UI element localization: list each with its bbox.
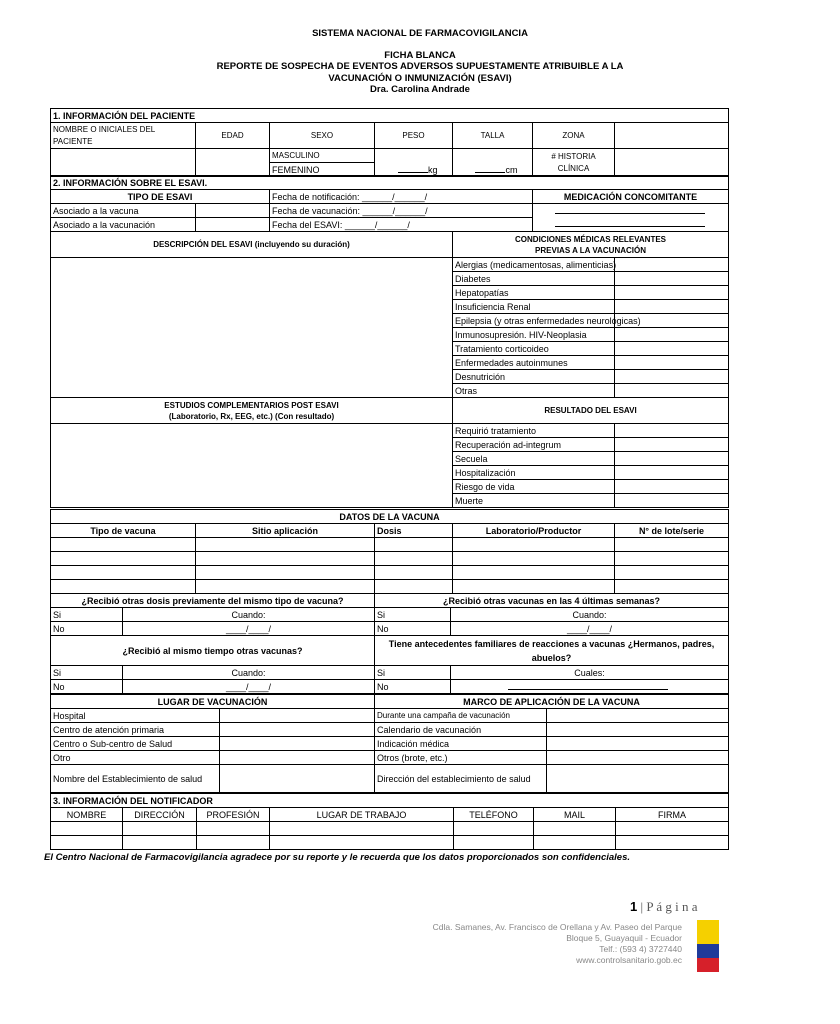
vacuna-cell[interactable] bbox=[375, 566, 453, 580]
col-notif-direccion: DIRECCIÓN bbox=[123, 808, 197, 822]
kg-unit: kg bbox=[427, 165, 438, 175]
edad-field[interactable] bbox=[196, 149, 270, 177]
marco-item: Indicación médica bbox=[375, 737, 547, 751]
resultado-item: Muerte bbox=[453, 494, 615, 508]
notif-cell[interactable] bbox=[534, 822, 616, 836]
col-notif-profesion: PROFESIÓN bbox=[197, 808, 270, 822]
col-notif-firma: FIRMA bbox=[616, 808, 729, 822]
notif-cell[interactable] bbox=[270, 822, 454, 836]
q4-no[interactable]: No bbox=[375, 680, 451, 694]
cond-check[interactable] bbox=[615, 370, 729, 384]
page-number-value: 1 bbox=[630, 899, 638, 914]
marco-item: Durante una campaña de vacunación bbox=[375, 709, 547, 723]
lugar-check[interactable] bbox=[220, 709, 375, 723]
asociado-vacuna: Asociado a la vacuna bbox=[51, 204, 196, 218]
sexo-femenino[interactable]: FEMENINO bbox=[270, 163, 375, 177]
address-line-4: www.controlsanitario.gob.ec bbox=[576, 955, 682, 965]
notif-cell[interactable] bbox=[51, 822, 123, 836]
q1-si[interactable]: Si bbox=[51, 608, 123, 622]
vacuna-cell[interactable] bbox=[196, 566, 375, 580]
notif-cell[interactable] bbox=[616, 836, 729, 850]
q-antecedentes: Tiene antecedentes familiares de reacciones a vacunas ¿Hermanos, padres, abuelos? bbox=[375, 636, 729, 666]
q2-si[interactable]: Si bbox=[375, 608, 451, 622]
marco-item: Calendario de vacunación bbox=[375, 723, 547, 737]
fecha-esavi[interactable]: Fecha del ESAVI: ______/______/ bbox=[270, 218, 533, 232]
cond-item: Alergias (medicamentosas, alimenticias) bbox=[453, 258, 615, 272]
talla-field[interactable] bbox=[453, 149, 533, 177]
resultado-item: Recuperación ad-integrum bbox=[453, 438, 615, 452]
historia-clinica-field[interactable] bbox=[615, 149, 729, 177]
q1-fecha[interactable]: ____/____/ bbox=[123, 622, 375, 636]
esavi-info-table bbox=[50, 175, 729, 508]
resultado-check[interactable] bbox=[615, 480, 729, 494]
address-line-3: Telf.: (593 4) 3727440 bbox=[599, 944, 682, 954]
cm-unit: cm bbox=[505, 165, 518, 175]
asociado-vacuna-check[interactable] bbox=[196, 204, 270, 218]
q4-cuales: Cuales: bbox=[451, 666, 729, 680]
notif-cell[interactable] bbox=[123, 836, 197, 850]
vacuna-cell[interactable] bbox=[375, 538, 453, 552]
address-line-2: Bloque 5, Guayaquil - Ecuador bbox=[566, 933, 682, 943]
q3-fecha[interactable]: ____/____/ bbox=[123, 680, 375, 694]
ecuador-flag-logo bbox=[697, 920, 719, 972]
notif-cell[interactable] bbox=[534, 836, 616, 850]
resultado-check[interactable] bbox=[615, 424, 729, 438]
section2-title: 2. INFORMACIÓN SOBRE EL ESAVI. bbox=[51, 176, 729, 190]
estudios-line-2: (Laboratorio, Rx, EEG, etc.) (Con resultado) bbox=[168, 411, 335, 421]
condiciones-line-2: PREVIAS A LA VACUNACIÓN bbox=[535, 245, 646, 255]
lugar-item: Centro o Sub-centro de Salud bbox=[51, 737, 220, 751]
q2-cuando: Cuando: bbox=[451, 608, 729, 622]
q4-cuales-field[interactable] bbox=[451, 680, 729, 694]
lugar-item: Otro bbox=[51, 751, 220, 765]
page-number bbox=[630, 899, 698, 915]
col-tipo-vacuna: Tipo de vacuna bbox=[51, 524, 196, 538]
resultado-check[interactable] bbox=[615, 438, 729, 452]
page-word: | P á g i n a bbox=[640, 899, 698, 914]
col-notif-nombre: NOMBRE bbox=[51, 808, 123, 822]
vacuna-cell[interactable] bbox=[196, 538, 375, 552]
confidentiality-note: El Centro Nacional de Farmacovigilancia agradece por su reporte y le recuerda que los datos proporcionados son confidenciales. bbox=[44, 852, 630, 863]
location-table bbox=[50, 694, 729, 793]
vacuna-cell[interactable] bbox=[453, 580, 615, 594]
col-edad: EDAD bbox=[196, 123, 270, 149]
notif-cell[interactable] bbox=[51, 836, 123, 850]
q1-no[interactable]: No bbox=[51, 622, 123, 636]
vacuna-cell[interactable] bbox=[51, 552, 196, 566]
resultado-item: Hospitalización bbox=[453, 466, 615, 480]
marco-check[interactable] bbox=[547, 751, 729, 765]
vacuna-cell[interactable] bbox=[615, 566, 729, 580]
col-notif-lugar: LUGAR DE TRABAJO bbox=[270, 808, 454, 822]
condiciones-heading bbox=[453, 232, 729, 258]
cond-item: Epilepsia (y otras enfermedades neurológicas) bbox=[453, 314, 615, 328]
lugar-item: Centro de atención primaria bbox=[51, 723, 220, 737]
notifier-table bbox=[50, 793, 729, 850]
lugar-check[interactable] bbox=[220, 751, 375, 765]
cond-check[interactable] bbox=[615, 258, 729, 272]
section1-title: 1. INFORMACIÓN DEL PACIENTE bbox=[51, 109, 729, 123]
cond-item: Diabetes bbox=[453, 272, 615, 286]
notif-cell[interactable] bbox=[616, 822, 729, 836]
vacuna-cell[interactable] bbox=[453, 566, 615, 580]
cond-check[interactable] bbox=[615, 286, 729, 300]
vacuna-cell[interactable] bbox=[51, 538, 196, 552]
fecha-vacunacion[interactable]: Fecha de vacunación: ______/______/ bbox=[270, 204, 533, 218]
col-laboratorio: Laboratorio/Productor bbox=[453, 524, 615, 538]
col-talla: TALLA bbox=[453, 123, 533, 149]
vacuna-cell[interactable] bbox=[615, 538, 729, 552]
col-sexo: SEXO bbox=[270, 123, 375, 149]
header-system: SISTEMA NACIONAL DE FARMACOVIGILANCIA bbox=[312, 28, 528, 39]
cond-check[interactable] bbox=[615, 384, 729, 398]
q-otras-vacunas-4sem: ¿Recibió otras vacunas en las 4 últimas semanas? bbox=[375, 594, 729, 608]
descripcion-field[interactable] bbox=[51, 258, 453, 398]
q4-si[interactable]: Si bbox=[375, 666, 451, 680]
resultado-item: Riesgo de vida bbox=[453, 480, 615, 494]
q3-no[interactable]: No bbox=[51, 680, 123, 694]
zona-value[interactable] bbox=[615, 123, 729, 149]
vaccine-data-table bbox=[50, 509, 729, 594]
notif-cell[interactable] bbox=[123, 822, 197, 836]
form-header bbox=[0, 28, 840, 96]
section3-title: 3. INFORMACIÓN DEL NOTIFICADOR bbox=[51, 794, 729, 808]
cond-check[interactable] bbox=[615, 356, 729, 370]
q-otras-dosis: ¿Recibió otras dosis previamente del mismo tipo de vacuna? bbox=[51, 594, 375, 608]
medicacion-line-2[interactable] bbox=[533, 218, 729, 232]
cond-item: Hepatopatías bbox=[453, 286, 615, 300]
notif-cell[interactable] bbox=[197, 822, 270, 836]
marco-item: Otros (brote, etc.) bbox=[375, 751, 547, 765]
resultado-check[interactable] bbox=[615, 494, 729, 508]
col-sitio: Sitio aplicación bbox=[196, 524, 375, 538]
header-report-subtitle: VACUNACIÓN O INMUNIZACIÓN (ESAVI) bbox=[328, 72, 512, 84]
vacuna-cell[interactable] bbox=[375, 580, 453, 594]
address-block bbox=[380, 922, 682, 966]
vacuna-cell[interactable] bbox=[615, 580, 729, 594]
cond-item: Desnutrición bbox=[453, 370, 615, 384]
cond-item: Inmunosupresión. HIV-Neoplasia bbox=[453, 328, 615, 342]
cond-check[interactable] bbox=[615, 328, 729, 342]
resultado-check[interactable] bbox=[615, 466, 729, 480]
notif-cell[interactable] bbox=[197, 836, 270, 850]
lugar-item: Nombre del Establecimiento de salud bbox=[51, 765, 220, 793]
q3-si[interactable]: Si bbox=[51, 666, 123, 680]
q2-no[interactable]: No bbox=[375, 622, 451, 636]
cond-check[interactable] bbox=[615, 272, 729, 286]
marco-check[interactable] bbox=[547, 737, 729, 751]
address-line-1: Cdla. Samanes, Av. Francisco de Orellana y Av. Paseo del Parque bbox=[432, 922, 682, 932]
cond-item: Otras bbox=[453, 384, 615, 398]
estudios-field[interactable] bbox=[51, 424, 453, 508]
patient-info-table bbox=[50, 108, 729, 177]
medicacion-line-1[interactable] bbox=[533, 204, 729, 218]
lugar-check[interactable] bbox=[220, 723, 375, 737]
cond-item: Insuficiencia Renal bbox=[453, 300, 615, 314]
vacuna-cell[interactable] bbox=[196, 552, 375, 566]
asociado-vacunacion: Asociado a la vacunación bbox=[51, 218, 196, 232]
marco-check[interactable] bbox=[547, 723, 729, 737]
resultado-check[interactable] bbox=[615, 452, 729, 466]
q1-cuando: Cuando: bbox=[123, 608, 375, 622]
col-peso: PESO bbox=[375, 123, 453, 149]
col-zona: ZONA bbox=[533, 123, 615, 149]
col-notif-mail: MAIL bbox=[534, 808, 616, 822]
vacuna-title: DATOS DE LA VACUNA bbox=[51, 510, 729, 524]
condiciones-line-1: CONDICIONES MÉDICAS RELEVANTES bbox=[515, 234, 667, 244]
lugar-check[interactable] bbox=[220, 765, 375, 793]
vacuna-cell[interactable] bbox=[615, 552, 729, 566]
col-dosis: Dosis bbox=[375, 524, 453, 538]
descripcion-heading: DESCRIPCIÓN DEL ESAVI (incluyendo su duración) bbox=[51, 232, 453, 258]
sexo-masculino[interactable]: MASCULINO bbox=[270, 149, 375, 163]
resultado-item: Requirió tratamiento bbox=[453, 424, 615, 438]
questions-table bbox=[50, 593, 729, 694]
col-nombre: NOMBRE O INICIALES DEL PACIENTE bbox=[51, 123, 196, 149]
q-mismo-tiempo: ¿Recibió al mismo tiempo otras vacunas? bbox=[51, 636, 375, 666]
estudios-line-1: ESTUDIOS COMPLEMENTARIOS POST ESAVI bbox=[164, 400, 339, 410]
notif-cell[interactable] bbox=[454, 836, 534, 850]
marco-check[interactable] bbox=[547, 765, 729, 793]
marco-item: Dirección del establecimiento de salud bbox=[375, 765, 547, 793]
cond-check[interactable] bbox=[615, 342, 729, 356]
vacuna-cell[interactable] bbox=[453, 552, 615, 566]
lugar-title: LUGAR DE VACUNACIÓN bbox=[51, 695, 375, 709]
vacuna-cell[interactable] bbox=[453, 538, 615, 552]
peso-field[interactable] bbox=[375, 149, 453, 177]
notif-cell[interactable] bbox=[454, 822, 534, 836]
col-lote: N° de lote/serie bbox=[615, 524, 729, 538]
tipo-esavi-heading: TIPO DE ESAVI bbox=[51, 190, 270, 204]
historia-clinica-label: # HISTORIA CLÍNICA bbox=[533, 149, 615, 177]
notif-cell[interactable] bbox=[270, 836, 454, 850]
vacuna-cell[interactable] bbox=[196, 580, 375, 594]
lugar-check[interactable] bbox=[220, 737, 375, 751]
vacuna-cell[interactable] bbox=[51, 566, 196, 580]
resultado-heading: RESULTADO DEL ESAVI bbox=[453, 398, 729, 424]
cond-item: Enfermedades autoinmunes bbox=[453, 356, 615, 370]
cond-item: Tratamiento corticoideo bbox=[453, 342, 615, 356]
medicacion-heading: MEDICACIÓN CONCOMITANTE bbox=[533, 190, 729, 204]
header-ficha: FICHA BLANCA bbox=[384, 49, 456, 61]
resultado-item: Secuela bbox=[453, 452, 615, 466]
header-report-title: REPORTE DE SOSPECHA DE EVENTOS ADVERSOS SUPUESTAMENTE ATRIBUIBLE A LA bbox=[216, 61, 624, 72]
marco-title: MARCO DE APLICACIÓN DE LA VACUNA bbox=[375, 695, 729, 709]
asociado-vacunacion-check[interactable] bbox=[196, 218, 270, 232]
header-author: Dra. Carolina Andrade bbox=[370, 84, 470, 95]
cond-check[interactable] bbox=[615, 300, 729, 314]
fecha-notificacion[interactable]: Fecha de notificación: ______/______/ bbox=[270, 190, 533, 204]
q2-fecha[interactable]: ____/____/ bbox=[451, 622, 729, 636]
vacuna-cell[interactable] bbox=[375, 552, 453, 566]
vacuna-cell[interactable] bbox=[51, 580, 196, 594]
lugar-item: Hospital bbox=[51, 709, 220, 723]
estudios-heading bbox=[51, 398, 453, 424]
q3-cuando: Cuando: bbox=[123, 666, 375, 680]
marco-check[interactable] bbox=[547, 709, 729, 723]
col-notif-telefono: TELÉFONO bbox=[454, 808, 534, 822]
nombre-field[interactable] bbox=[51, 149, 196, 177]
